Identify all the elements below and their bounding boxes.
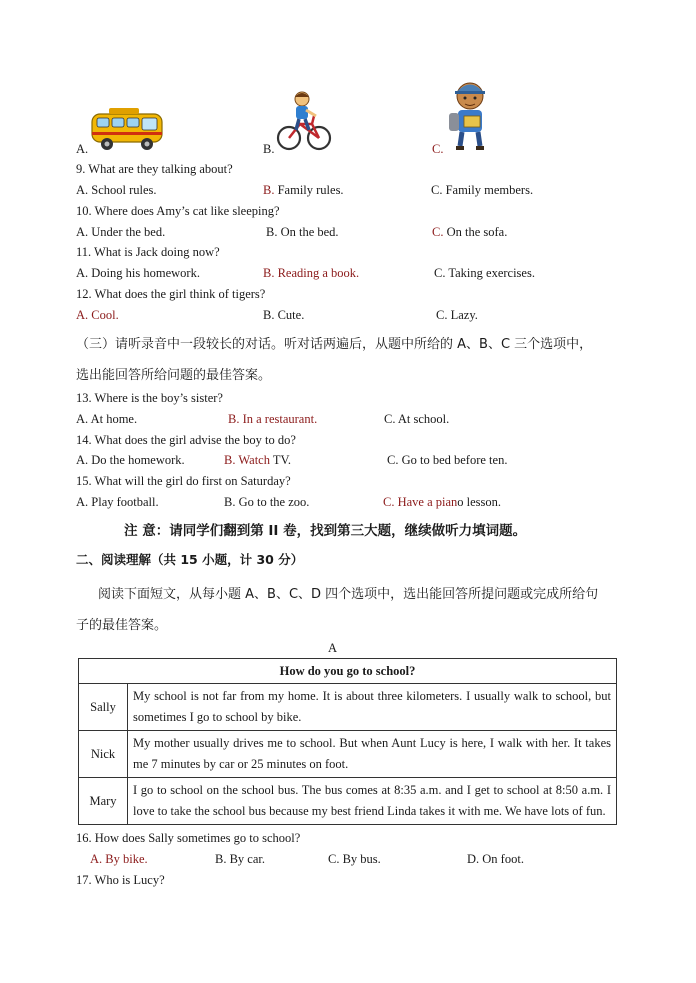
question-10-option-b: B. On the bed. — [266, 225, 339, 239]
table-cell-name: Sally — [79, 684, 128, 731]
part-2-instruction-line-2: 子的最佳答案。 — [76, 618, 168, 633]
question-16-option-c: C. By bus. — [328, 852, 381, 866]
notice-text: 注 意：请同学们翻到第 II 卷，找到第三大题，继续做听力填词题。 — [124, 523, 527, 539]
question-10-stem: 10. Where does Amy’s cat like sleeping? — [76, 204, 280, 218]
question-9-option-a: A. School rules. — [76, 183, 157, 197]
table-cell-name: Mary — [79, 778, 128, 825]
question-16-option-b: B. By car. — [215, 852, 265, 866]
question-9-stem: 9. What are they talking about? — [76, 162, 233, 176]
option-c-label: C. — [432, 142, 444, 156]
question-14-stem: 14. What does the girl advise the boy to do? — [76, 433, 296, 447]
question-14-option-a: A. Do the homework. — [76, 453, 185, 467]
question-16-option-d: D. On foot. — [467, 852, 524, 866]
question-12-stem: 12. What does the girl think of tigers? — [76, 287, 266, 301]
question-16-stem: 16. How does Sally sometimes go to school? — [76, 831, 301, 845]
table-cell-text: My mother usually drives me to school. But when Aunt Lucy is here, I walk with her. It takes me 7 minutes by car or 25 minutes on foot. — [128, 731, 617, 778]
option-b-label: B. — [263, 142, 275, 156]
part-2-instruction-line-1: 阅读下面短文，从每小题 A、B、C、D 四个选项中，选出能回答所提问题或完成所给句 — [98, 587, 599, 602]
boy-riding-bicycle-icon — [276, 90, 332, 156]
question-11-option-c: C. Taking exercises. — [434, 266, 535, 280]
passage-a-label: A — [328, 641, 338, 655]
table-row — [79, 731, 617, 778]
question-13-option-b: B. In a restaurant. — [228, 412, 318, 426]
question-12-option-c: C. Lazy. — [436, 308, 478, 322]
question-9-option-c: C. Family members. — [431, 183, 534, 197]
question-10-option-a: A. Under the bed. — [76, 225, 166, 239]
table-cell-text: I go to school on the school bus. The bus comes at 8:35 a.m. and I get to school at 8:50 a.m. I love to take the school bus because my best friend Linda takes it with me. We have lots of fun. — [128, 778, 617, 825]
question-15-option-c: C. Have a piano lesson. — [383, 495, 502, 509]
option-a-label: A. — [76, 142, 89, 156]
question-11-option-a: A. Doing his homework. — [76, 266, 200, 280]
question-12-option-b: B. Cute. — [263, 308, 305, 322]
section-3-instruction-line-2: 选出能回答所给问题的最佳答案。 — [76, 368, 272, 383]
question-15-option-b: B. Go to the zoo. — [224, 495, 310, 509]
question-9-option-b: B. Family rules. — [263, 183, 344, 197]
table-row — [79, 778, 617, 825]
section-3-instruction-line-1: （三）请听录音中一段较长的对话。听对话两遍后，从题中所给的 A、B、C 三个选项中， — [76, 337, 593, 352]
question-11-option-b: B. Reading a book. — [263, 266, 360, 280]
question-13-option-a: A. At home. — [76, 412, 138, 426]
passage-a-table — [78, 658, 617, 825]
table-header-row — [79, 659, 617, 684]
table-header: How do you go to school? — [79, 659, 617, 684]
question-16-option-a: A. By bike. — [90, 852, 148, 866]
question-11-stem: 11. What is Jack doing now? — [76, 245, 220, 259]
boy-reading-book-icon — [446, 78, 494, 158]
table-row — [79, 684, 617, 731]
table-cell-name: Nick — [79, 731, 128, 778]
part-2-title: 二、阅读理解（共 15 小题，计 30 分） — [76, 552, 304, 567]
question-17-stem: 17. Who is Lucy? — [76, 873, 165, 887]
question-14-option-c: C. Go to bed before ten. — [387, 453, 508, 467]
question-13-option-c: C. At school. — [384, 412, 450, 426]
question-15-stem: 15. What will the girl do first on Saturday? — [76, 474, 291, 488]
question-12-option-a: A. Cool. — [76, 308, 119, 322]
question-15-option-a: A. Play football. — [76, 495, 159, 509]
school-bus-icon — [89, 104, 167, 156]
table-cell-text: My school is not far from my home. It is about three kilometers. I usually walk to school, but sometimes I go to school by bike. — [128, 684, 617, 731]
question-14-option-b: B. Watch TV. — [224, 453, 292, 467]
question-10-option-c: C. On the sofa. — [432, 225, 508, 239]
question-13-stem: 13. Where is the boy’s sister? — [76, 391, 223, 405]
